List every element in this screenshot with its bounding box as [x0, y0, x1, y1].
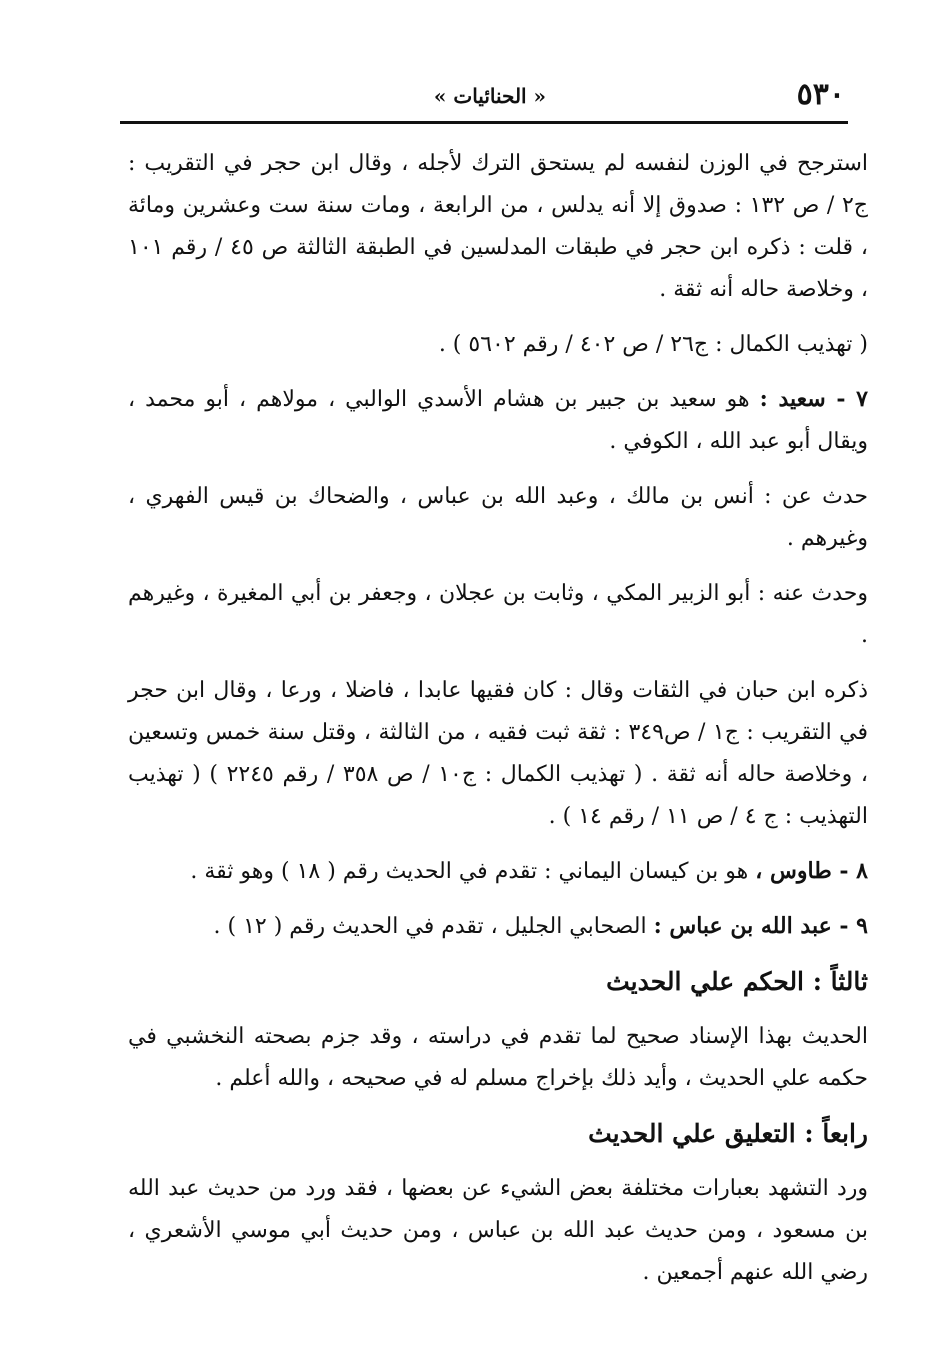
paragraph-text: ذكره ابن حبان في الثقات وقال : كان فقيها عابدا ، فاضلا ، ورعا ، وقال ابن حجر في التقريب : ج١ / ص٣٤٩ : ثقة ثبت فقيه ، من الثالثة ، وقتل سنة خمس وتسعين ، وخلاصة حاله أنه ثقة . ( تهذيب الكمال : ج١٠ / ص ٣٥٨ / رقم ٢٢٤٥ ) ( تهذيب التهذيب : ج ٤ / ص ١١ / رقم ١٤ ) .	[128, 678, 868, 829]
paragraph-text: حدث عن : أنس بن مالك ، وعبد الله بن عباس ، والضحاك بن قيس الفهري ، وغيرهم .	[128, 484, 868, 551]
running-title: « الحنائيات »	[433, 84, 547, 108]
paragraph-commentary: ورد التشهد بعبارات مختلفة بعض الشيء عن بعضها ، فقد ورد من حديث عبد الله بن مسعود ، ومن حديث عبد الله بن عباس ، ومن حديث أبي موسي الأشعري ، رضي الله عنهم أجمعين .	[128, 1176, 868, 1285]
paragraph-narrated-by	[128, 572, 868, 657]
paragraph-narrator-6-end	[128, 142, 868, 311]
section-heading-commentary: رابعاً : التعليق علي الحديث	[588, 1119, 868, 1148]
paragraph-narrated-from	[128, 475, 868, 560]
paragraph-text: ( تهذيب الكمال : ج٢٦ / ص ٤٠٢ / رقم ٥٦٠٢ ) .	[438, 332, 868, 357]
paragraph-ruling: الحديث بهذا الإسناد صحيح لما تقدم في دراسته ، وقد جزم بصحته النخشبي في حكمه علي الحديث ، وأيد ذلك بإخراج مسلم له في صحيحه ، والله أعلم .	[128, 1024, 868, 1091]
paragraph-narrator-9	[128, 905, 868, 948]
narrator-name: ٩ - عبد الله بن عباس :	[653, 913, 868, 939]
page-body	[128, 142, 868, 1306]
paragraph-citation	[128, 323, 868, 366]
page-number: ٥٣٠	[796, 77, 845, 112]
header-rule	[120, 121, 848, 124]
section-heading-ruling: ثالثاً : الحكم علي الحديث	[606, 967, 868, 996]
narrator-name: ٧ - سعيد :	[759, 386, 868, 412]
paragraph-narrator-7	[128, 378, 868, 463]
paragraph-text: هو سعيد بن جبير بن هشام الأسدي الوالبي ، مولاهم ، أبو محمد ، ويقال أبو عبد الله ، الكوفي .	[128, 387, 868, 454]
narrator-name: ٨ - طاوس ،	[755, 858, 868, 884]
paragraph-text: الصحابي الجليل ، تقدم في الحديث رقم ( ١٢ ) .	[213, 914, 654, 939]
paragraph-grading	[128, 669, 868, 838]
paragraph-narrator-8	[128, 850, 868, 893]
paragraph-text: استرجح في الوزن لنفسه لم يستحق الترك لأجله ، وقال ابن حجر في التقريب : ج٢ / ص ١٣٢ : صدوق إلا أنه يدلس ، من الرابعة ، ومات سنة ست وعشرين ومائة ، قلت : ذكره ابن حجر في طبقات المدلسين في الطبقة الثالثة ص ٤٥ / رقم ١٠١ ، وخلاصة حاله أنه ثقة .	[128, 151, 868, 302]
running-header	[120, 78, 845, 118]
paragraph-text: هو بن كيسان اليماني : تقدم في الحديث رقم ( ١٨ ) وهو ثقة .	[190, 859, 756, 884]
paragraph-text: وحدث عنه : أبو الزبير المكي ، وثابت بن عجلان ، وجعفر بن أبي المغيرة ، وغيرهم .	[128, 581, 868, 648]
